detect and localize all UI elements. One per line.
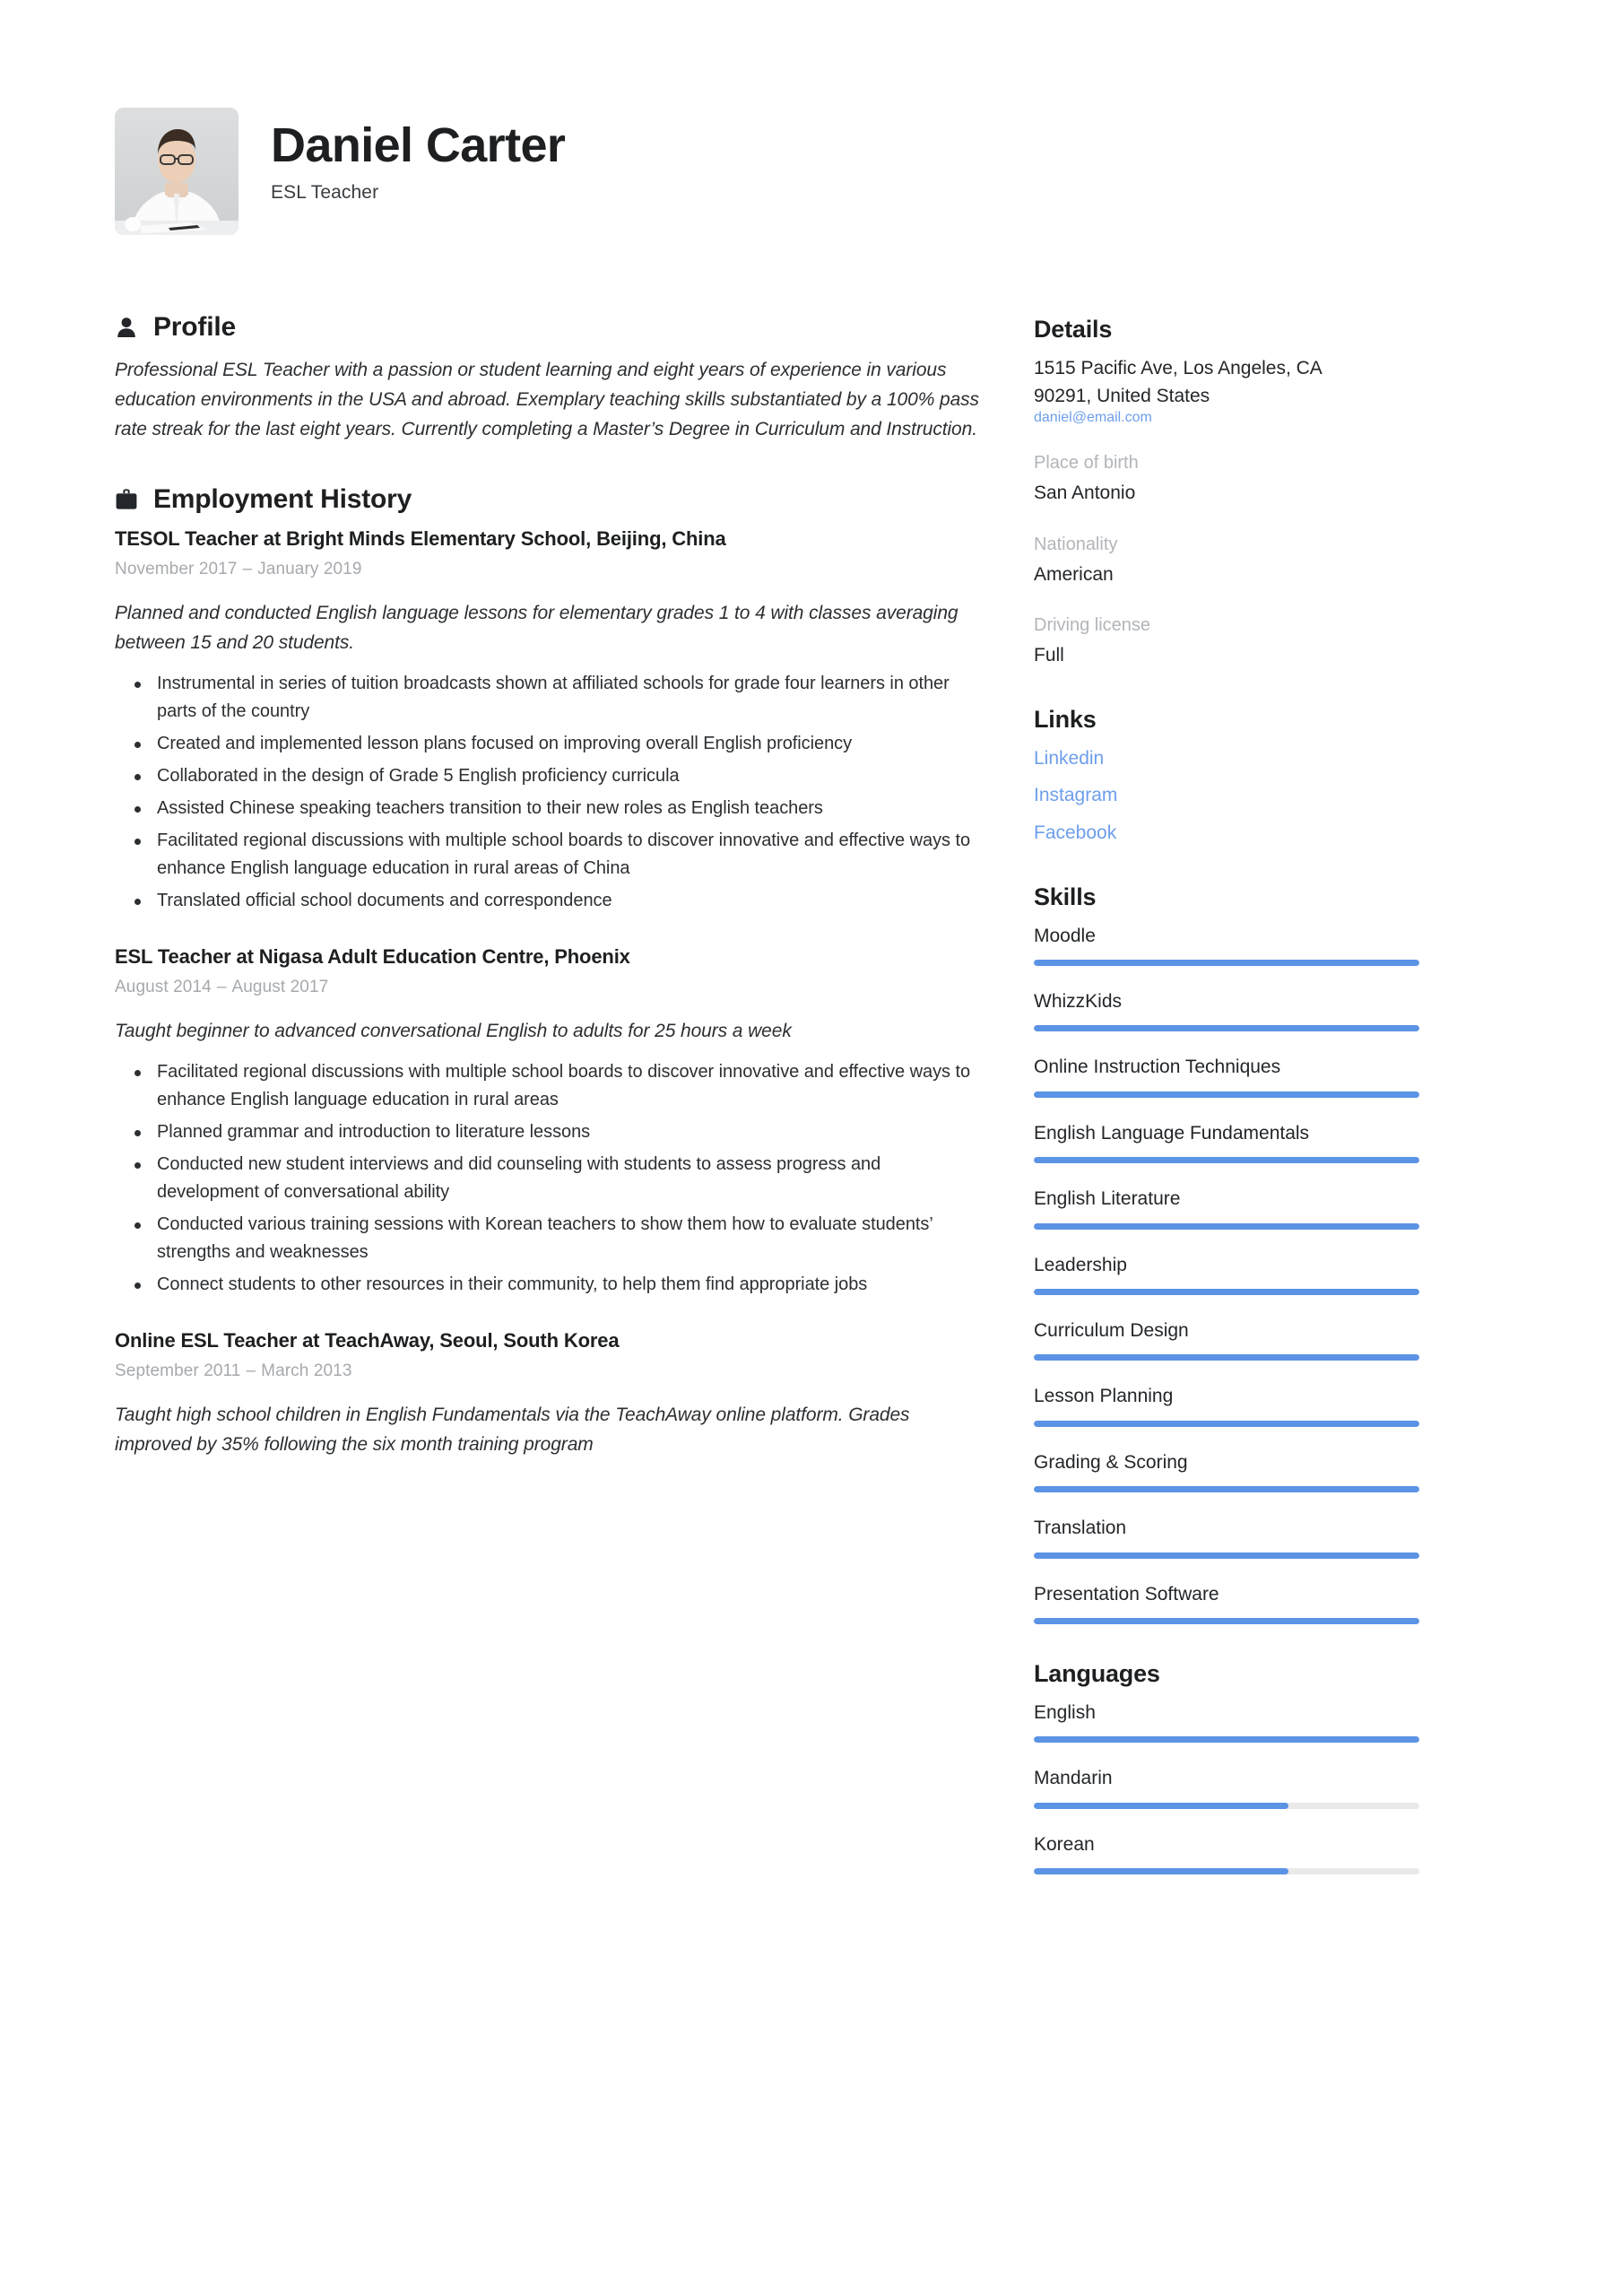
employment-entry: [115, 527, 980, 915]
languages-title: Languages: [1034, 1659, 1160, 1687]
list-item: Planned grammar and introduction to literature lessons: [115, 1118, 980, 1146]
employment-bullet-list: [115, 1058, 980, 1299]
skill-item-level-fill: [1034, 1618, 1419, 1624]
link-list: [1034, 745, 1419, 848]
skill-item-level-fill: [1034, 1025, 1419, 1031]
profile-title: Profile: [153, 312, 236, 342]
sidebar-links: [1034, 706, 1419, 848]
language-list: [1034, 1700, 1419, 1874]
skill-list: [1034, 923, 1419, 1624]
skill-item-label: Leadership: [1034, 1254, 1127, 1275]
skill-item-label: WhizzKids: [1034, 990, 1123, 1012]
main-column: [115, 312, 1034, 1499]
skill-item: [1034, 1054, 1419, 1097]
skill-item-level-fill: [1034, 1289, 1419, 1295]
list-item: Conducted new student interviews and did counseling with students to assess progress and development of conversational ability: [115, 1151, 980, 1206]
skill-item-level-track: [1034, 1157, 1419, 1163]
language-item-level-track: [1034, 1736, 1419, 1743]
employment-entry-title: ESL Teacher at Nigasa Adult Education Centre, Phoenix: [115, 944, 630, 968]
employment-entry: [115, 945, 980, 1299]
link-item-instagram[interactable]: Instagram: [1034, 785, 1118, 806]
detail-field-value: Full: [1034, 645, 1064, 666]
language-item-level-track: [1034, 1868, 1419, 1874]
detail-field-label: Place of birth: [1034, 453, 1139, 474]
link-item-facebook[interactable]: Facebook: [1034, 822, 1117, 843]
language-item-level-fill: [1034, 1803, 1288, 1809]
list-item: Facilitated regional discussions with multiple school boards to discover innovative and effective ways to enhance English language education in rural areas: [115, 1058, 980, 1114]
skill-item-level-track: [1034, 1552, 1419, 1559]
sidebar-skills: [1034, 883, 1419, 1624]
portrait-photo-icon: [115, 108, 239, 235]
date-start: November 2017: [115, 559, 238, 578]
language-item: [1034, 1765, 1419, 1808]
skill-item-level-track: [1034, 1618, 1419, 1624]
skill-item: [1034, 923, 1419, 966]
skill-item-level-fill: [1034, 960, 1419, 966]
skill-item-level-fill: [1034, 1354, 1419, 1361]
date-separator: –: [242, 559, 253, 578]
skill-item-level-track: [1034, 1486, 1419, 1492]
profile-heading: [115, 312, 980, 343]
skill-item-label: Curriculum Design: [1034, 1319, 1189, 1341]
skill-item-level-track: [1034, 1289, 1419, 1295]
sidebar-details: [1034, 316, 1419, 670]
detail-field-label: Nationality: [1034, 534, 1118, 554]
date-separator: –: [246, 1361, 256, 1381]
list-item: Translated official school documents and correspondence: [115, 887, 980, 915]
employment-bullet-list: [115, 670, 980, 915]
employment-entry-summary: Taught high school children in English Fundamentals via the TeachAway online platform. Grades improved by 35% following the six month training program: [115, 1405, 910, 1456]
skill-item: [1034, 1449, 1419, 1492]
page-title: Daniel Carter: [271, 118, 566, 172]
list-item: Facilitated regional discussions with multiple school boards to discover innovative and effective ways to enhance English language education in rural areas of China: [115, 827, 980, 883]
date-start: August 2014: [115, 977, 212, 996]
date-start: September 2011: [115, 1361, 241, 1381]
language-item: [1034, 1700, 1419, 1743]
detail-field: [1034, 531, 1419, 588]
employment-entry-summary: Planned and conducted English language lessons for elementary grades 1 to 4 with classes averaging between 15 and 20 students.: [115, 602, 958, 653]
skill-item-label: Translation: [1034, 1518, 1127, 1539]
skill-item-label: Grading & Scoring: [1034, 1451, 1188, 1473]
skill-item-level-fill: [1034, 1157, 1419, 1163]
date-separator: –: [216, 977, 227, 996]
resume-header: [115, 108, 1507, 235]
employment-entry-dates: [115, 978, 980, 997]
list-item: Connect students to other resources in their community, to help them find appropriate jobs: [115, 1271, 980, 1299]
briefcase-icon: [115, 486, 138, 513]
profile-text: Professional ESL Teacher with a passion or student learning and eight years of experience in various education environments in the USA and abroad. Exemplary teaching skills substantiated by a 100% pass rate streak for the last eight years. Currently completing a Master’s Degree in Curriculum and Instruction.: [115, 360, 979, 440]
employment-entry-title: Online ESL Teacher at TeachAway, Seoul, South Korea: [115, 1329, 620, 1352]
skill-item-level-track: [1034, 1091, 1419, 1098]
skill-item-label: Online Instruction Techniques: [1034, 1057, 1281, 1078]
skill-item-level-fill: [1034, 1223, 1419, 1230]
list-item: Instrumental in series of tuition broadcasts shown at affiliated schools for grade four learners in other parts of the country: [115, 670, 980, 726]
skill-item-level-fill: [1034, 1486, 1419, 1492]
skill-item-label: English Language Fundamentals: [1034, 1122, 1310, 1144]
language-item-level-track: [1034, 1803, 1419, 1809]
skill-item-level-track: [1034, 1354, 1419, 1361]
email-link[interactable]: daniel@email.com: [1034, 410, 1152, 426]
address-line-2: 90291, United States: [1034, 385, 1210, 406]
employment-entry-list: [115, 527, 980, 1460]
identity-block: [271, 108, 565, 204]
detail-field-value: American: [1034, 563, 1114, 585]
date-end: January 2019: [257, 559, 362, 578]
list-item: Created and implemented lesson plans focused on improving overall English proficiency: [115, 730, 980, 758]
language-item-label: English: [1034, 1701, 1096, 1723]
sidebar-column: [1034, 312, 1419, 1910]
employment-heading: [115, 484, 980, 515]
language-item-label: Korean: [1034, 1833, 1095, 1855]
skill-item-label: Moodle: [1034, 925, 1096, 946]
skill-item: [1034, 1581, 1419, 1624]
skill-item-level-track: [1034, 1223, 1419, 1230]
skill-item: [1034, 1252, 1419, 1295]
detail-field-list: [1034, 449, 1419, 669]
job-title: ESL Teacher: [271, 181, 379, 203]
skill-item-label: Presentation Software: [1034, 1583, 1219, 1605]
employment-entry: [115, 1329, 980, 1459]
employment-entry-summary: Taught beginner to advanced conversational English to adults for 25 hours a week: [115, 1020, 792, 1041]
section-employment: [115, 484, 980, 1460]
skill-item-label: Lesson Planning: [1034, 1386, 1174, 1407]
language-item: [1034, 1831, 1419, 1874]
skill-item: [1034, 1383, 1419, 1426]
employment-title: Employment History: [153, 483, 412, 514]
skill-item: [1034, 1318, 1419, 1361]
avatar: [115, 108, 239, 235]
language-item-level-fill: [1034, 1868, 1288, 1874]
skill-item-level-fill: [1034, 1091, 1419, 1098]
links-title: Links: [1034, 705, 1097, 733]
skill-item-level-fill: [1034, 1421, 1419, 1427]
skill-item: [1034, 1515, 1419, 1558]
list-item: Collaborated in the design of Grade 5 English proficiency curricula: [115, 762, 980, 790]
address-line-1: 1515 Pacific Ave, Los Angeles, CA: [1034, 358, 1323, 378]
person-icon: [115, 314, 138, 341]
link-item-linkedin[interactable]: Linkedin: [1034, 747, 1105, 769]
skill-item: [1034, 1120, 1419, 1163]
skill-item: [1034, 988, 1419, 1031]
skill-item-level-track: [1034, 1025, 1419, 1031]
skill-item-level-track: [1034, 960, 1419, 966]
employment-entry-dates: [115, 1361, 980, 1381]
resume-body: [115, 312, 1507, 1910]
details-title: Details: [1034, 316, 1113, 343]
language-item-level-fill: [1034, 1736, 1419, 1743]
employment-entry-dates: [115, 560, 980, 579]
detail-field-label: Driving license: [1034, 615, 1151, 636]
section-profile: [115, 312, 980, 445]
sidebar-languages: [1034, 1660, 1419, 1874]
skills-title: Skills: [1034, 883, 1097, 910]
skill-item-level-track: [1034, 1421, 1419, 1427]
detail-field-value: San Antonio: [1034, 483, 1136, 504]
date-end: March 2013: [261, 1361, 352, 1381]
skill-item-level-fill: [1034, 1552, 1419, 1559]
skill-item-label: English Literature: [1034, 1188, 1181, 1210]
list-item: Conducted various training sessions with Korean teachers to show them how to evaluate students’ strengths and weaknesses: [115, 1211, 980, 1266]
detail-field: [1034, 612, 1419, 669]
language-item-label: Mandarin: [1034, 1768, 1113, 1789]
employment-entry-title: TESOL Teacher at Bright Minds Elementary School, Beijing, China: [115, 526, 726, 550]
skill-item: [1034, 1186, 1419, 1229]
list-item: Assisted Chinese speaking teachers transition to their new roles as English teachers: [115, 795, 980, 822]
date-end: August 2017: [231, 977, 329, 996]
detail-field: [1034, 449, 1419, 507]
